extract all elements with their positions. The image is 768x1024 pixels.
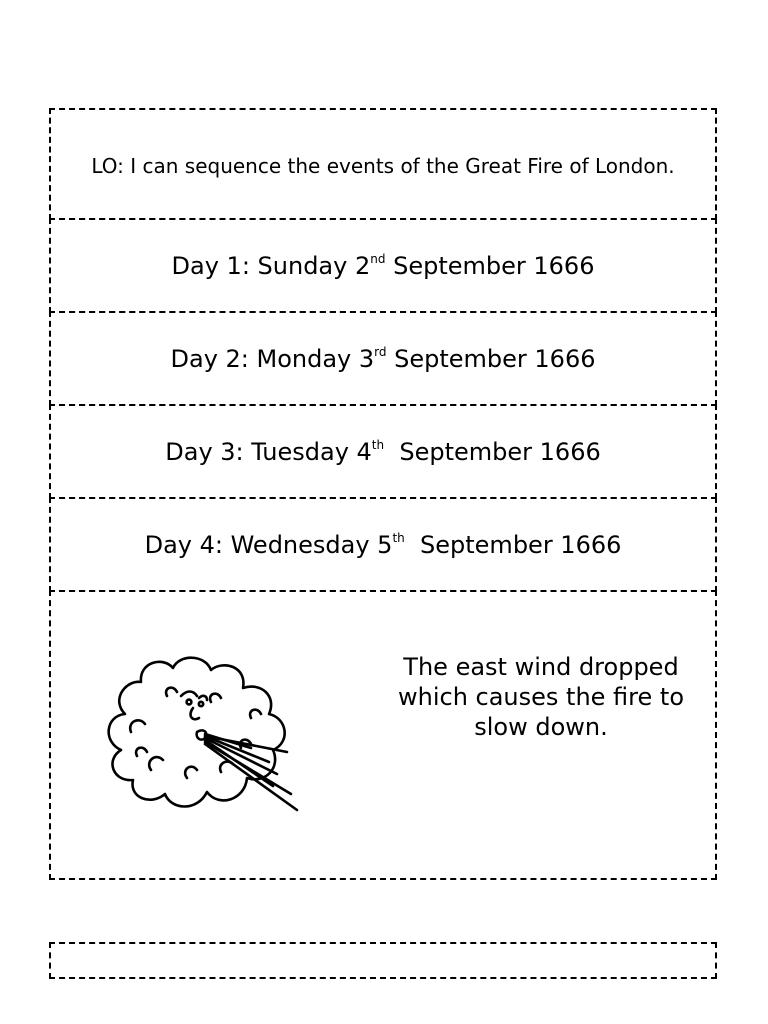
day-4-label: Day 4: Wednesday 5th September 1666 [144,530,622,559]
learning-objective-box [49,108,717,220]
day-3-label: Day 3: Tuesday 4th September 1666 [165,437,601,466]
day-2-box [49,311,717,406]
learning-objective-text: LO: I can sequence the events of the Great Fire of London. [91,153,675,178]
day-3-box [49,404,717,499]
day-2-label: Day 2: Monday 3rd September 1666 [170,344,596,373]
day-4-box [49,497,717,592]
event-card [49,590,717,880]
blowing-wind-cloud-icon [101,652,311,817]
sequencing-sheet [49,108,717,880]
next-card-box [49,942,717,979]
day-1-box [49,218,717,313]
event-description: The east wind dropped which causes the fire to slow down. [397,653,685,741]
day-1-label: Day 1: Sunday 2nd September 1666 [171,251,595,280]
